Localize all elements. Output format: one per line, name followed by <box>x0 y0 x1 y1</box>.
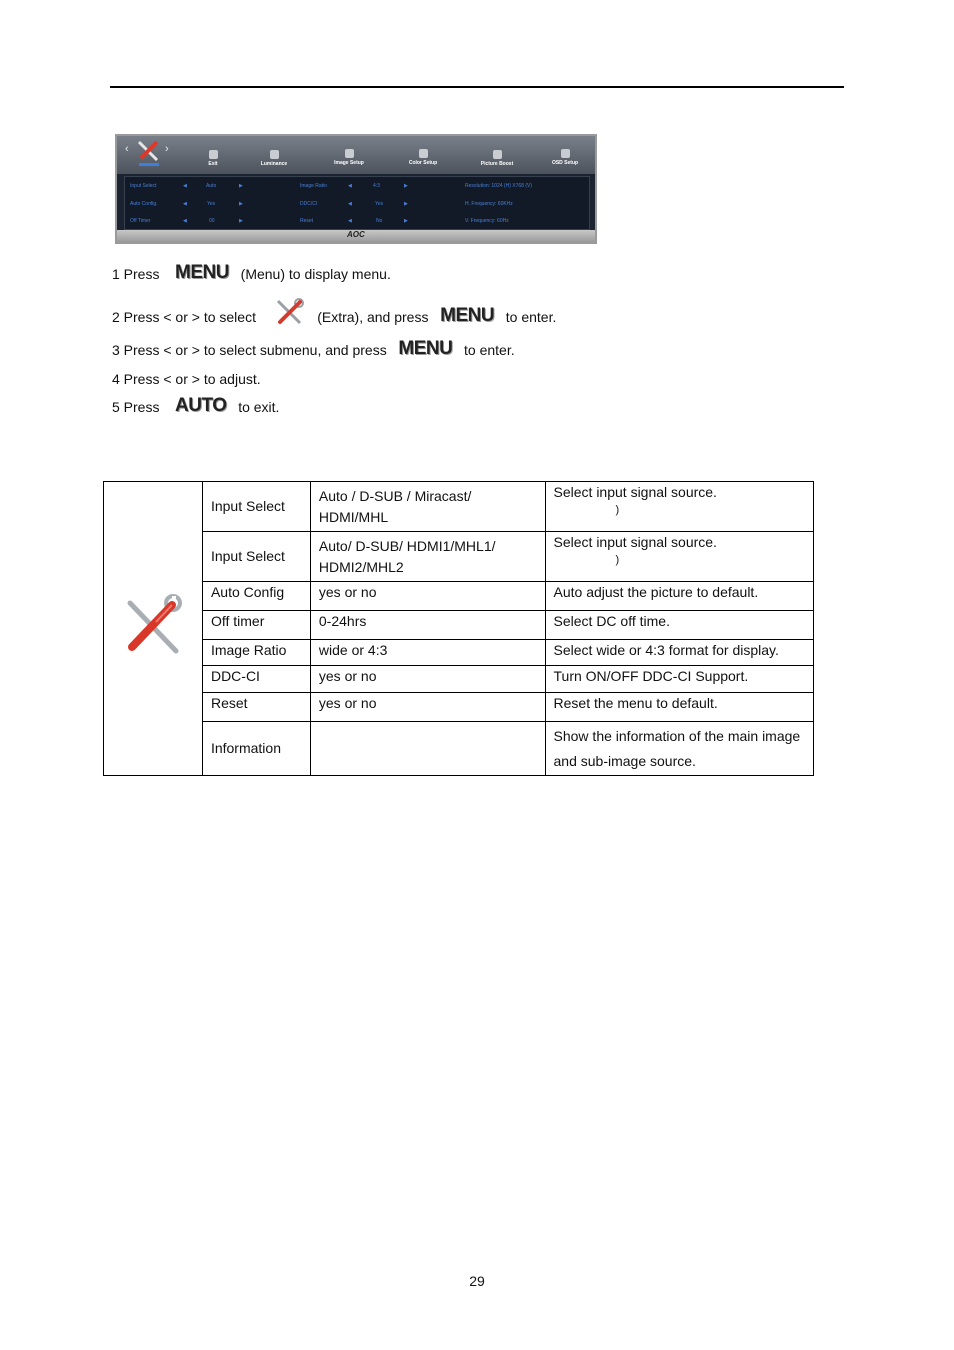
table-row: Input Select Auto / D-SUB / Miracast/ HDMI/MHL Select input signal source. ) <box>104 482 814 532</box>
osd-label: Image Ratio <box>300 183 327 189</box>
osd-info: Resolution: 1024 (H) X768 (V) <box>465 183 532 189</box>
step-5: 5 Press AUTO to exit. <box>112 395 280 416</box>
osd-right-triangle-icon: ▶ <box>404 218 408 224</box>
osd-left-triangle-icon: ◀ <box>183 201 187 207</box>
table-row: Input Select Auto/ D-SUB/ HDMI1/MHL1/ HDMI2/MHL2 Select input signal source. ) <box>104 532 814 582</box>
table-row: Off timer 0-24hrs Select DC off time. <box>104 611 814 640</box>
table-row: Information Show the information of the main image and sub-image source. <box>104 722 814 776</box>
menu-key-icon: MENU <box>175 262 229 283</box>
osd-right-arrow-icon: › <box>165 143 169 155</box>
osd-tab-image-setup: Image Setup <box>319 149 379 166</box>
osd-left-triangle-icon: ◀ <box>183 218 187 224</box>
osd-label: DDC/CI <box>300 201 318 207</box>
osd-tab-bar <box>117 136 595 174</box>
exit-icon <box>209 150 218 159</box>
osd-label: Input Select <box>130 183 157 189</box>
extra-settings-table <box>103 481 814 776</box>
step-4: 4 Press < or > to adjust. <box>112 371 261 387</box>
palette-icon <box>419 149 428 158</box>
osd-info: H. Frequency: 60KHz <box>465 201 513 207</box>
gear-icon <box>561 149 570 158</box>
menu-key-icon: MENU <box>398 338 453 359</box>
osd-tab-luminance: Luminance <box>244 150 304 167</box>
osd-label: Auto Config. <box>130 201 158 207</box>
osd-tab-exit: Exit <box>183 150 243 167</box>
osd-value: 00 <box>209 218 215 224</box>
osd-tab-picture-boost: Picture Boost <box>467 150 527 167</box>
osd-bezel <box>117 230 595 242</box>
osd-label: Off Timer <box>130 218 151 224</box>
image-icon <box>345 149 354 158</box>
picture-icon <box>493 150 502 159</box>
osd-left-triangle-icon: ◀ <box>348 183 352 189</box>
osd-left-arrow-icon: ‹ <box>125 143 129 155</box>
osd-settings-panel <box>124 176 590 230</box>
osd-right-triangle-icon: ▶ <box>239 218 243 224</box>
osd-value: No <box>376 218 383 224</box>
osd-left-triangle-icon: ◀ <box>348 201 352 207</box>
osd-value: 4:3 <box>373 183 380 189</box>
osd-tab-color-setup: Color Setup <box>393 149 453 166</box>
osd-selected-indicator <box>139 163 159 166</box>
sun-icon <box>270 150 279 159</box>
menu-key-icon: MENU <box>440 305 495 326</box>
table-row: Reset yes or no Reset the menu to default. <box>104 693 814 722</box>
osd-value: Auto <box>206 183 217 189</box>
table-row: Image Ratio wide or 4:3 Select wide or 4:3 format for display. <box>104 640 814 666</box>
osd-right-triangle-icon: ▶ <box>404 201 408 207</box>
osd-label: Reset <box>300 218 314 224</box>
osd-info: V. Frequency: 60Hz <box>465 218 509 224</box>
osd-value: Yes <box>207 201 216 207</box>
osd-extra-tools-icon <box>135 138 161 164</box>
extra-tools-icon <box>120 593 186 659</box>
osd-left-triangle-icon: ◀ <box>183 183 187 189</box>
osd-right-triangle-icon: ▶ <box>239 201 243 207</box>
step-2: 2 Press < or > to select (Extra), and press MENU to enter. <box>112 298 556 327</box>
header-rule <box>110 86 844 88</box>
table-row: DDC-CI yes or no Turn ON/OFF DDC-CI Support. <box>104 666 814 693</box>
step-1: 1 Press MENU (Menu) to display menu. <box>112 262 391 283</box>
step-3: 3 Press < or > to select submenu, and press MENU to enter. <box>112 338 515 359</box>
extra-tools-icon <box>272 298 306 326</box>
page-number: 29 <box>469 1273 485 1289</box>
extra-icon-cell <box>104 482 203 776</box>
auto-key-icon: AUTO <box>175 395 227 416</box>
osd-right-triangle-icon: ▶ <box>239 183 243 189</box>
osd-brand-logo: AOC <box>347 230 365 239</box>
osd-left-triangle-icon: ◀ <box>348 218 352 224</box>
osd-tab-osd-setup: OSD Setup <box>535 149 595 166</box>
table-row: Auto Config yes or no Auto adjust the picture to default. <box>104 582 814 611</box>
osd-screenshot <box>115 134 597 244</box>
osd-right-triangle-icon: ▶ <box>404 183 408 189</box>
osd-value: Yes <box>375 201 384 207</box>
